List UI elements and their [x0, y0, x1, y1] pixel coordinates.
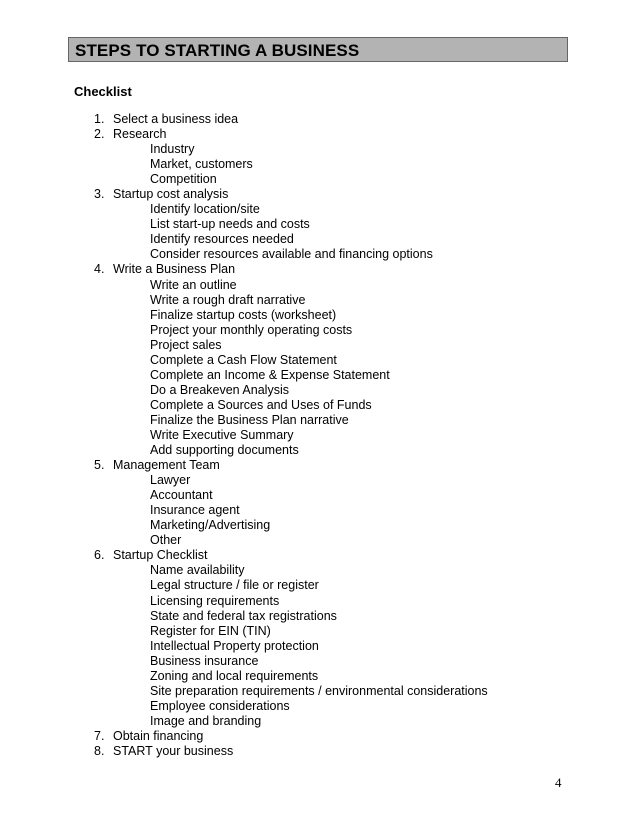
sub-item: [94, 488, 574, 503]
sub-item: [94, 714, 574, 729]
sub-item: [94, 278, 574, 293]
sub-item: [94, 594, 574, 609]
step-label: Select a business idea: [113, 112, 239, 126]
sub-item-label: Complete a Sources and Uses of Funds: [150, 397, 372, 412]
sub-item: [94, 202, 574, 217]
sub-item: [94, 443, 574, 458]
page-title: STEPS TO STARTING A BUSINESS: [75, 41, 360, 60]
sub-item: [94, 699, 574, 714]
step-number: 5.: [94, 458, 105, 473]
step-number: 8.: [94, 743, 105, 758]
sub-item-label: List start-up needs and costs: [150, 217, 310, 232]
sub-item-label: Employee considerations: [150, 698, 290, 713]
steps-list: [94, 112, 574, 759]
sub-item-label: Write a rough draft narrative: [150, 292, 306, 307]
step-label: Write a Business Plan: [113, 262, 236, 277]
sub-item-label: Licensing requirements: [150, 593, 280, 608]
step-label: START your business: [113, 743, 234, 758]
sub-item-label: Identify location/site: [150, 202, 260, 217]
sub-item-label: Finalize the Business Plan narrative: [150, 412, 349, 427]
sub-item: [94, 353, 574, 368]
sub-item: [94, 323, 574, 338]
sub-item-label: Name availability: [150, 563, 245, 578]
step-number: 1.: [94, 112, 105, 126]
sub-item-label: Market, customers: [150, 157, 253, 172]
sub-item-label: Complete a Cash Flow Statement: [150, 352, 337, 367]
step-number: 6.: [94, 548, 105, 563]
sub-item-label: Image and branding: [150, 713, 262, 728]
sub-list: [94, 473, 574, 548]
sub-item: [94, 654, 574, 669]
sub-item: [94, 398, 574, 413]
sub-item: [94, 473, 574, 488]
step-item: [94, 548, 574, 563]
checklist-heading: Checklist: [74, 84, 132, 99]
sub-item: [94, 383, 574, 398]
sub-item-label: Intellectual Property protection: [150, 638, 319, 653]
step-label: Startup Checklist: [113, 548, 208, 563]
sub-item: [94, 232, 574, 247]
sub-item-label: Write an outline: [150, 277, 237, 292]
step-number: 7.: [94, 728, 105, 743]
sub-item-label: Zoning and local requirements: [150, 668, 319, 683]
sub-item: [94, 578, 574, 593]
sub-item-label: Insurance agent: [150, 503, 240, 518]
step-number: 2.: [94, 127, 105, 142]
sub-item-label: Project sales: [150, 337, 222, 352]
step-label: Obtain financing: [113, 728, 204, 743]
step-item: [94, 262, 574, 277]
sub-list: [94, 563, 574, 729]
sub-item-label: Other: [150, 533, 182, 548]
step-label: Startup cost analysis: [113, 187, 229, 202]
sub-item-label: Do a Breakeven Analysis: [150, 382, 289, 397]
sub-item-label: Register for EIN (TIN): [150, 623, 271, 638]
step-label: Management Team: [113, 458, 220, 473]
title-bar: [68, 37, 568, 62]
sub-item: [94, 413, 574, 428]
sub-item: [94, 639, 574, 654]
step-label: Research: [113, 127, 167, 142]
sub-item: [94, 624, 574, 639]
sub-item: [94, 217, 574, 232]
step-item: [94, 729, 574, 744]
sub-item: [94, 172, 574, 187]
sub-item-label: Lawyer: [150, 473, 191, 488]
sub-item: [94, 308, 574, 323]
sub-item-label: Finalize startup costs (worksheet): [150, 307, 337, 322]
sub-item: [94, 157, 574, 172]
sub-item: [94, 563, 574, 578]
page-number: 4: [555, 775, 562, 790]
sub-item: [94, 142, 574, 157]
step-item: [94, 187, 574, 202]
sub-item-label: Accountant: [150, 488, 213, 503]
sub-item: [94, 503, 574, 518]
sub-item: [94, 533, 574, 548]
sub-item: [94, 247, 574, 262]
sub-item: [94, 684, 574, 699]
step-item: [94, 744, 574, 759]
step-item: [94, 127, 574, 142]
sub-item-label: Complete an Income & Expense Statement: [150, 367, 390, 382]
sub-item: [94, 609, 574, 624]
step-item: [94, 112, 574, 127]
sub-item-label: Write Executive Summary: [150, 427, 294, 442]
sub-item: [94, 428, 574, 443]
sub-item: [94, 338, 574, 353]
sub-item-label: Identify resources needed: [150, 232, 294, 247]
step-number: 3.: [94, 187, 105, 202]
sub-list: [94, 142, 574, 187]
sub-item-label: State and federal tax registrations: [150, 608, 337, 623]
sub-item: [94, 368, 574, 383]
sub-item-label: Marketing/Advertising: [150, 518, 271, 533]
sub-item-label: Add supporting documents: [150, 443, 299, 458]
step-item: [94, 458, 574, 473]
sub-item-label: Consider resources available and financing options: [150, 247, 433, 262]
sub-item-label: Project your monthly operating costs: [150, 322, 353, 337]
sub-item-label: Site preparation requirements / environmental considerations: [150, 683, 488, 698]
step-number: 4.: [94, 262, 105, 277]
sub-item-label: Business insurance: [150, 653, 259, 668]
sub-item: [94, 293, 574, 308]
sub-list: [94, 202, 574, 262]
sub-item: [94, 518, 574, 533]
sub-item-label: Legal structure / file or register: [150, 578, 319, 593]
sub-item: [94, 669, 574, 684]
sub-list: [94, 278, 574, 459]
sub-item-label: Competition: [150, 172, 217, 187]
sub-item-label: Industry: [150, 142, 195, 157]
